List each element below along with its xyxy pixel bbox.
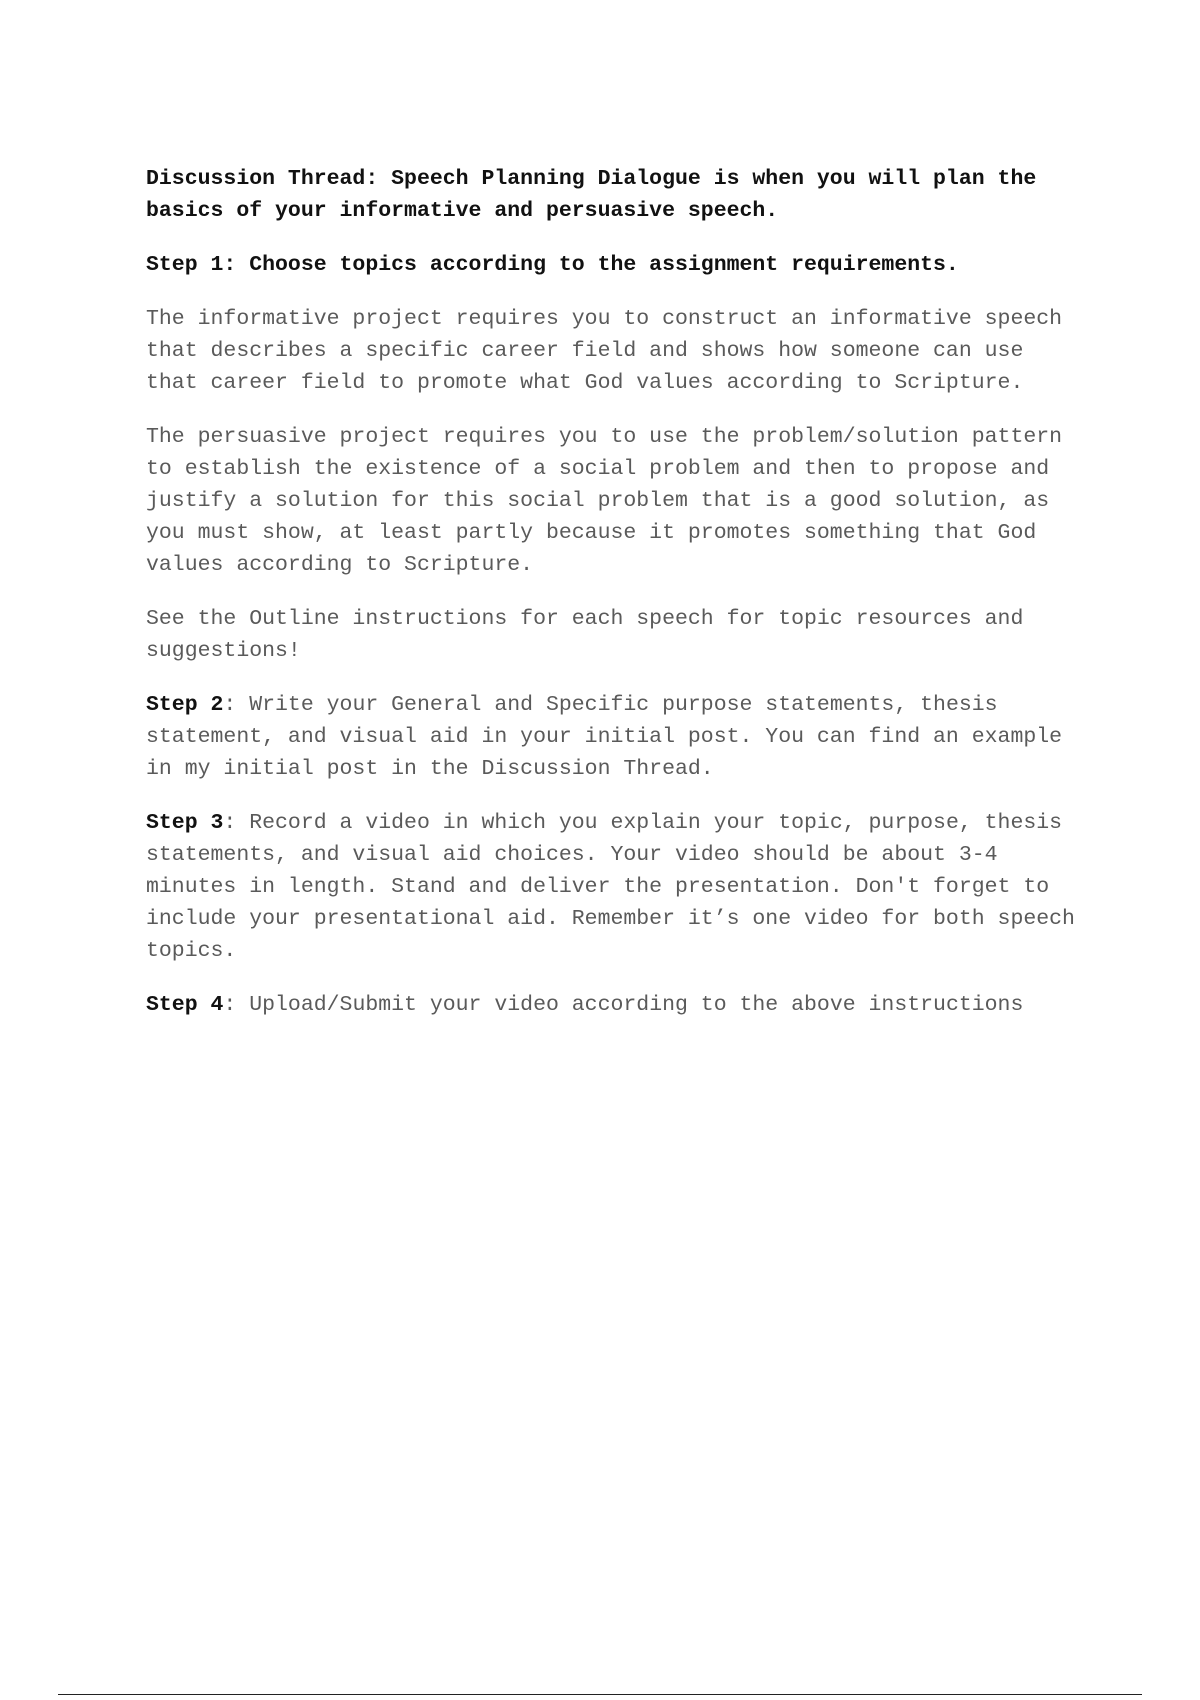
step-2-text: : Write your General and Specific purpose statements, thesis statement, and visual aid in your initial post. You can find an example in my initial post in the Discussion Thread. bbox=[146, 693, 1063, 781]
footer-divider bbox=[58, 1694, 1142, 1695]
step-1-heading: Step 1: Choose topics according to the assignment requirements. bbox=[146, 253, 959, 277]
persuasive-project-paragraph: The persuasive project requires you to use the problem/solution pattern to establish the existence of a social problem and then to propose and justify a solution for this social problem that is a good solution, as you must show, at least partly because it promotes something that God values according to Scripture. bbox=[146, 425, 1063, 577]
step-4-text: : Upload/Submit your video according to the above instructions bbox=[223, 993, 1024, 1017]
step-2-label: Step 2 bbox=[146, 693, 224, 717]
informative-project-paragraph: The informative project requires you to construct an informative speech that describes a specific career field and shows how someone can use that career field to promote what God values according to Scripture. bbox=[146, 307, 1063, 395]
step-2-paragraph bbox=[146, 689, 1086, 785]
step-3-text: : Record a video in which you explain your topic, purpose, thesis statements, and visual aid choices. Your video should be about 3-4 minutes in length. Stand and deliver the presentation. Don't forget to include your presentational aid. Remember it’s one video for both speech topics. bbox=[146, 811, 1075, 963]
step-3-paragraph bbox=[146, 807, 1086, 967]
document-body bbox=[146, 163, 1086, 1043]
document-title: Discussion Thread: Speech Planning Dialogue is when you will plan the basics of your informative and persuasive speech. bbox=[146, 167, 1037, 223]
step-4-paragraph bbox=[146, 989, 1086, 1021]
outline-instructions-paragraph: See the Outline instructions for each speech for topic resources and suggestions! bbox=[146, 607, 1024, 663]
step-3-label: Step 3 bbox=[146, 811, 224, 835]
step-4-label: Step 4 bbox=[146, 993, 224, 1017]
